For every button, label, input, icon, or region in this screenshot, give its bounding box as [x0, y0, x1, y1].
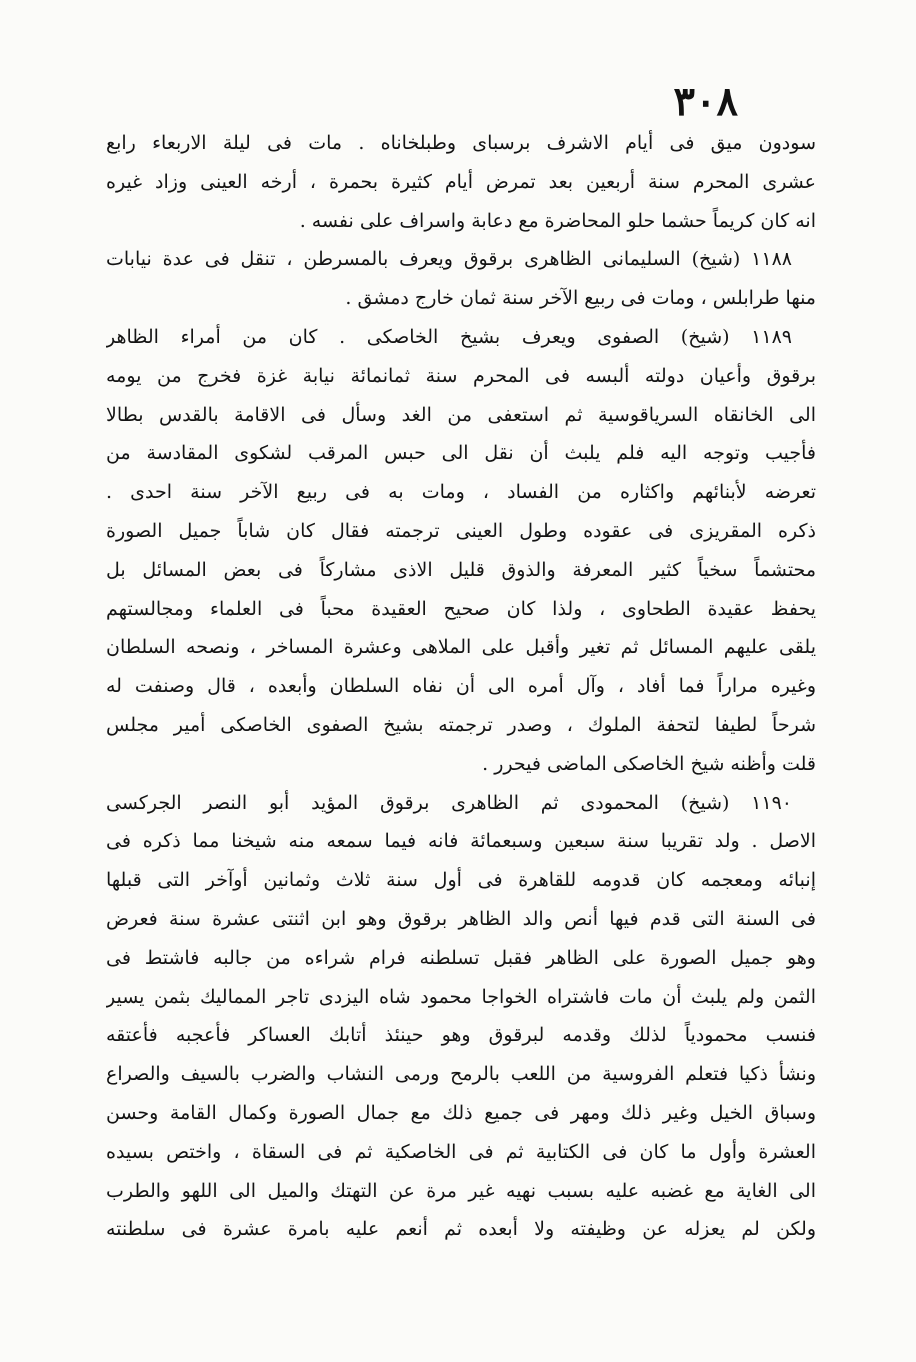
text-line: يحفظ عقيدة الطحاوى ، ولذا كان صحيح العقيدة محباً فى العلماء ومجالستهم [106, 597, 816, 620]
body-text [106, 124, 816, 1249]
text-line: ذكره المقريزى فى عقوده وطول العينى ترجمته فقال كان شاباً جميل الصورة [106, 519, 816, 542]
text-line: الاصل . ولد تقريبا سنة سبعين وسبعمائة فانه فيما سمعه منه شيخنا مما ذكره فى [106, 830, 816, 853]
text-line: الى الغاية مع غضبه عليه بسبب نهيه غير مرة عن التهتك والميل الى اللهو والطرب [106, 1179, 816, 1202]
text-line: الى الخانقاه السرياقوسية ثم استعفى من الغد وسأل فى الاقامة بالقدس بطالا [106, 403, 816, 426]
text-line: ونشأ ذكيا فتعلم الفروسية من اللعب بالرمح ورمى النشاب والضرب بالسيف والصراع [106, 1063, 816, 1086]
text-line: فى السنة التى قدم فيها أنص والد الظاهر برقوق وهو ابن اثنتى عشرة سنة فعرض [106, 907, 816, 930]
text-line: محتشماً سخياً كثير المعرفة والذوق قليل الاذى مشاركاً فى بعض المسائل بل [106, 558, 816, 581]
text-line: سودون ميق فى أيام الاشرف برسباى وطبلخاناه . مات فى ليلة الاربعاء رابع [106, 132, 816, 154]
text-line: ١١٨٨ (شيخ) السليمانى الظاهرى برقوق ويعرف بالمسرطن ، تنقل فى عدة نيابات [106, 248, 792, 271]
text-line: إنبائه ومعجمه كان قدومه للقاهرة فى أول سنة ثلاث وثمانين أوآخر التى قبلها [106, 869, 816, 892]
text-line: عشرى المحرم سنة أربعين بعد تمرض أيام كثيرة بحمرة ، أرخه العينى وزاد غيره [106, 170, 816, 193]
text-line: انه كان كريماً حشما حلو المحاضرة مع دعابة واسراف على نفسه . [299, 209, 816, 232]
text-line: العشرة وأول ما كان فى الكتابية ثم فى الخاصكية ثم فى السقاة ، واختص بسيده [106, 1140, 816, 1163]
text-line: ١١٨٩ (شيخ) الصفوى ويعرف بشيخ الخاصكى . كان من أمراء الظاهر [106, 325, 792, 348]
text-line: برقوق وأعيان دولته ألبسه فى المحرم سنة ثمانمائة نيابة غزة فخرج من يومه [106, 364, 816, 387]
text-line: شرحاً لطيفا لتحفة الملوك ، وصدر ترجمته بشيخ الصفوى الخاصكى أمير مجلس [106, 713, 816, 736]
text-line: فنسب محمودياً لذلك وقدمه لبرقوق وهو حينئذ أتابك العساكر فأعجبه فأعتقه [106, 1024, 816, 1047]
page-number: ٣٠٨ [673, 78, 738, 125]
text-line: يلقى عليهم المسائل ثم تغير وأقبل على الملاهى وعشرة المساخر ، ونصحه السلطان [106, 636, 816, 659]
text-line: الثمن ولم يلبث أن مات فاشتراه الخواجا محمود شاه اليزدى تاجر المماليك بثمن يسير [106, 985, 816, 1008]
text-line: تعرضه لأبنائهم واكثاره من الفساد ، ومات به فى ربيع الآخر سنة احدى . [106, 481, 816, 504]
text-line: فأجيب وتوجه اليه فلم يلبث أن نقل الى حبس المرقب لشكوى المقادسة من [106, 442, 816, 465]
text-line: وسباق الخيل وغير ذلك ومهر فى جميع ذلك مع جمال الصورة وكمال القامة وحسن [106, 1101, 816, 1124]
text-line: منها طرابلس ، ومات فى ربيع الآخر سنة ثمان خارج دمشق . [345, 287, 816, 310]
text-line: وهو جميل الصورة على الظاهر فقبل تسلطنه فرام شراءه من جالبه فاشتط فى [106, 946, 816, 969]
text-line: قلت وأظنه شيخ الخاصكى الماضى فيحرر . [482, 752, 816, 775]
text-line: وغيره مراراً فما أفاد ، وآل أمره الى أن نفاه السلطان وأبعده ، قال وصنفت له [106, 675, 816, 698]
text-line: ولكن لم يعزله عن وظيفته ولا أبعده ثم أنعم عليه بامرة عشرة فى سلطنته [106, 1218, 816, 1241]
text-line: ١١٩٠ (شيخ) المحمودى ثم الظاهرى برقوق المؤيد أبو النصر الجركسى [106, 791, 792, 814]
